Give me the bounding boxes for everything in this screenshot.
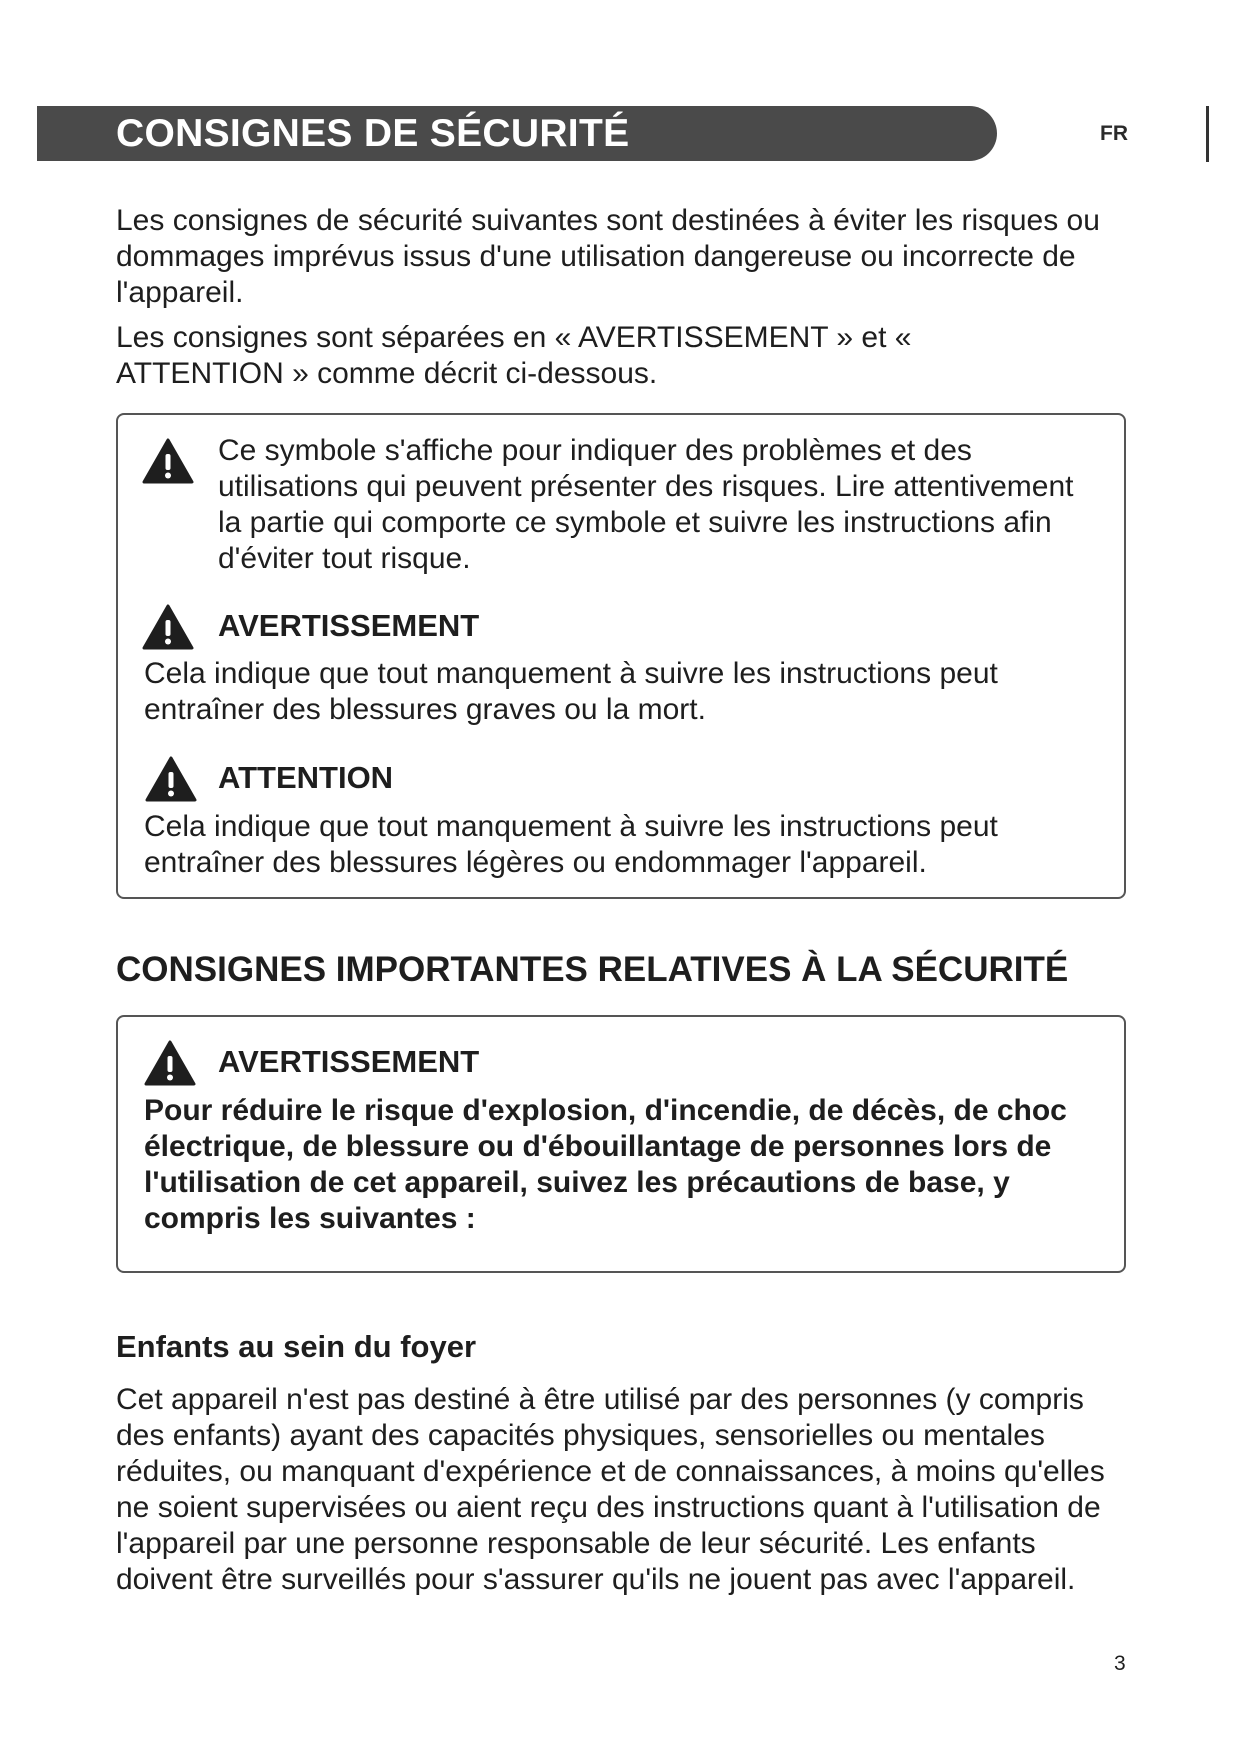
warning-description: Cela indique que tout manquement à suivre les instructions peut entraîner des blessures graves ou la mort. bbox=[144, 657, 998, 726]
subsection-heading: Enfants au sein du foyer bbox=[116, 1329, 477, 1364]
intro-paragraph-2: Les consignes sont séparées en « AVERTISSEMENT » et « ATTENTION » comme décrit ci-dessous. bbox=[116, 321, 912, 390]
intro-paragraph-1: Les consignes de sécurité suivantes sont destinées à éviter les risques ou dommages imprévus issus d'une utilisation dangereuse ou incorrecte de l'appareil. bbox=[116, 204, 1100, 309]
legend-box bbox=[116, 413, 1126, 899]
warning-precautions-text: Pour réduire le risque d'explosion, d'incendie, de décès, de choc électrique, de blessure ou d'ébouillantage de personnes lors de l'utilisation de cet appareil, suivez les précautions de base, y compris les suivantes : bbox=[144, 1094, 1067, 1235]
warning-triangle-icon bbox=[144, 1039, 196, 1087]
page-title: CONSIGNES DE SÉCURITÉ bbox=[116, 112, 630, 155]
section-heading: CONSIGNES IMPORTANTES RELATIVES À LA SÉCURITÉ bbox=[116, 950, 1069, 989]
warning-label: AVERTISSEMENT bbox=[218, 1044, 480, 1079]
caution-triangle-icon bbox=[145, 755, 197, 803]
language-code: FR bbox=[1100, 122, 1128, 145]
children-paragraph: Cet appareil n'est pas destiné à être utilisé par des personnes (y compris des enfants) ayant des capacités physiques, sensorielles ou mentales réduites, ou manquant d'expérience et de connaissances, à moins qu'elles ne soient supervisées ou aient reçu des instructions quant à l'utilisation de l'appareil par une personne responsable de leur sécurité. Les enfants doivent être surveillés pour s'assurer qu'ils ne jouent pas avec l'appareil. bbox=[116, 1383, 1105, 1596]
warning-triangle-icon bbox=[142, 603, 194, 651]
warning-triangle-icon bbox=[142, 437, 194, 485]
page-number: 3 bbox=[1114, 1652, 1126, 1675]
caution-description: Cela indique que tout manquement à suivre les instructions peut entraîner des blessures légères ou endommager l'appareil. bbox=[144, 810, 998, 879]
warning-label: AVERTISSEMENT bbox=[218, 608, 480, 643]
important-warning-box bbox=[116, 1015, 1126, 1273]
page-edge-marker bbox=[1206, 106, 1209, 162]
symbol-description: Ce symbole s'affiche pour indiquer des problèmes et des utilisations qui peuvent présenter des risques. Lire attentivement la partie qui comporte ce symbole et suivre les instructions afin d'éviter tout risque. bbox=[218, 434, 1074, 575]
caution-label: ATTENTION bbox=[218, 760, 394, 795]
